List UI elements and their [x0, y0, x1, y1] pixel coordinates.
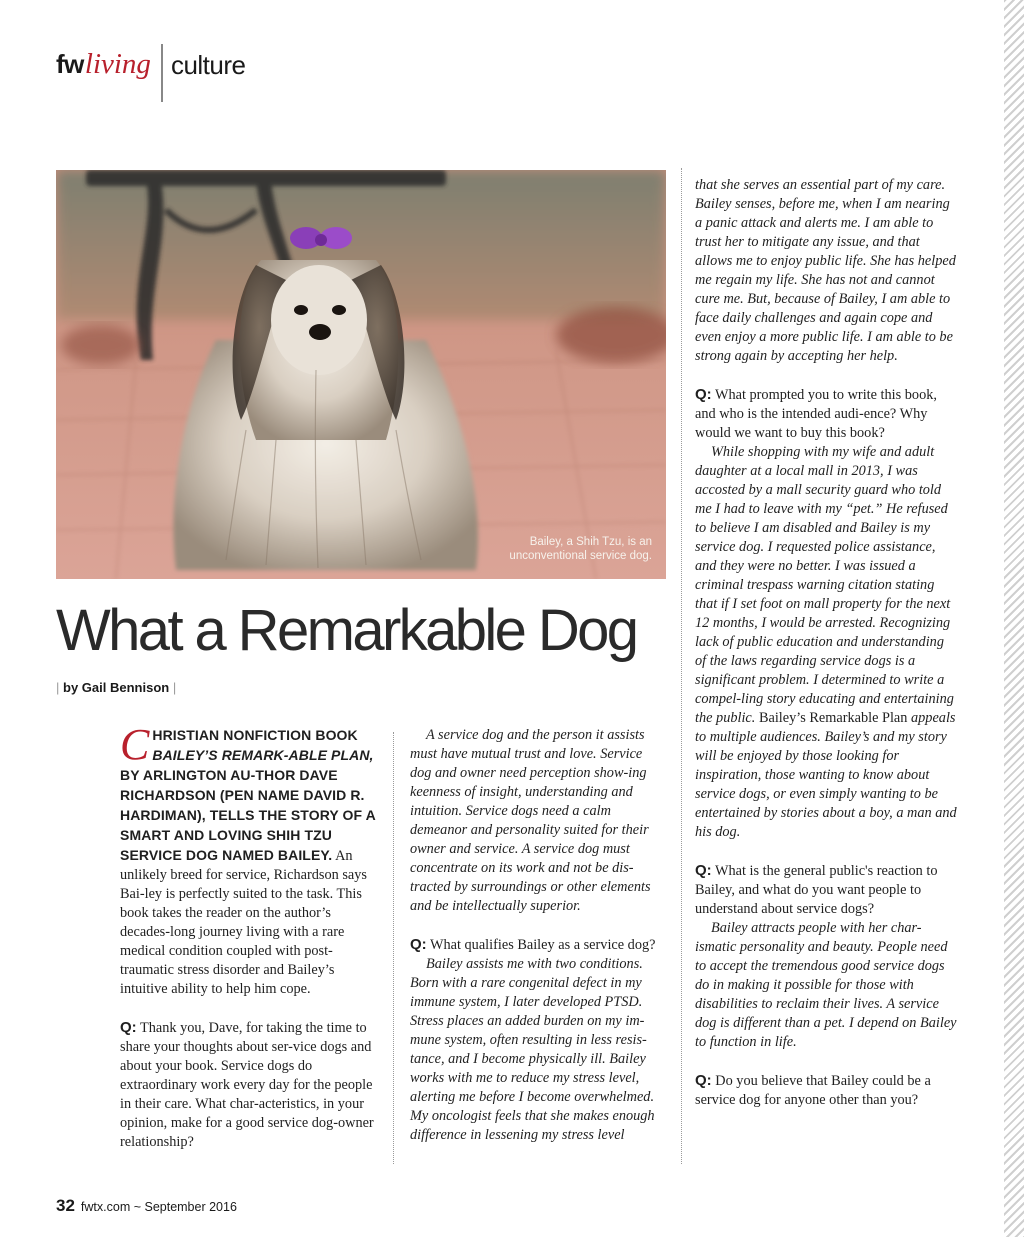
photo-caption: [509, 535, 652, 563]
column-divider-1: [393, 732, 394, 1164]
answer-2: Bailey assists me with two conditions. Born with a rare congenital defect in my immune system, I later developed PTSD. Stress places an added burden on my im-mune system, often resulting in less resis-tance, and I become physically ill. Bailey works with me to reduce my stress level, alerting me before I become overwhelmed. My oncologist feels that she makes enough difference in lessening my stress level: [410, 956, 655, 1143]
byline-author: by Gail Bennison: [63, 680, 170, 695]
byline-bar-right: |: [172, 680, 177, 695]
caption-line-1: Bailey, a Shih Tzu, is an: [529, 536, 652, 548]
answer-3-part-1: While shopping with my wife and adult daughter at a local mall in 2013, I was accosted by a mall security guard who told me I had to leave with my “pet.” He refused to believe I am disabled and Bailey is my service dog. I requested police assistance, and they were no better. I was issued a criminal trespass warning citation stating that if I set foot on mall property for the next 12 months, I would be arrested. Recognizing lack of public education and understanding of the laws regarding service dogs is a significant problem. I determined to write a compel-ling story educating and entertaining the public.: [695, 444, 954, 726]
brand-living: living: [84, 48, 151, 80]
question-2: [410, 935, 667, 955]
question-text: Thank you, Dave, for taking the time to share your thoughts about ser-vice dogs and about your book. Service dogs do extraordinary work every day for the people in their care. What char-acteristics, in your opinion, make for a good service dog-owner relationship?: [120, 1020, 374, 1150]
intro-paragraph: [120, 720, 377, 999]
answer-2-continued: that she serves an essential part of my care. Bailey senses, before me, when I am nearing a panic attack and alerts me. I am able to trust her to mitigate any issue, and that allows me to enjoy public life. She has helped me regain my life. She has not and cannot cure me. But, because of Bailey, I am able to face daily challenges and again cope and even enjoy a more public life. I am able to be strong again by accepting her help.: [695, 177, 956, 364]
byline-bar-left: |: [56, 680, 60, 695]
question-label: Q:: [410, 936, 427, 953]
column-2: [410, 726, 667, 1145]
article-title: What a Remarkable Dog: [56, 598, 637, 663]
column-1: [120, 720, 377, 1152]
question-5: [695, 1071, 957, 1110]
page-footer: [56, 1196, 237, 1216]
question-1: [120, 1018, 377, 1152]
section-name: culture: [170, 50, 246, 80]
question-text: What is the general public's reaction to Bailey, and what do you want people to understand about service dogs?: [695, 863, 938, 917]
answer-4: Bailey attracts people with her char-ismatic personality and beauty. People need to accept the tremendous good service dogs do in making it possible for those with disabilities to reclaim their lives. A service dog is different than a pet. I depend on Bailey to function in life.: [695, 920, 957, 1050]
question-3: [695, 385, 957, 443]
question-4: [695, 861, 957, 919]
lead-book-title: BAILEY’S REMARK-ABLE PLAN,: [152, 747, 374, 763]
answer-3-book-title: Bailey’s Remarkable Plan: [758, 710, 908, 726]
question-text: What prompted you to write this book, and who is the intended audi-ence? Why would we want to buy this book?: [695, 387, 937, 441]
drop-cap: C: [120, 720, 150, 769]
byline: [56, 680, 176, 695]
answer-3-part-2: appeals to multiple audiences. Bailey’s and my story will be enjoyed by those looking for inspiration, those wanting to know about service dogs, or even simply wanting to be entertained by stories about a boy, a man and his dog.: [695, 710, 957, 840]
article-photo: [56, 170, 666, 579]
brand-logo: [56, 44, 151, 81]
question-label: Q:: [695, 386, 712, 403]
question-label: Q:: [120, 1019, 137, 1036]
page-edge-decoration: [1004, 0, 1024, 1237]
page-number: 32: [56, 1196, 75, 1215]
answer-1: A service dog and the person it assists must have mutual trust and love. Service dog and owner need perception show-ing keenness of insight, understanding and intuition. Service dogs need a calm demeanor and personality suited for their owner and service. A service dog must concentrate on its work and not be dis-tracted by surroundings or other elements and be intellectually superior.: [410, 727, 651, 914]
footer-site-date: fwtx.com ~ September 2016: [80, 1200, 237, 1214]
column-divider-2: [681, 168, 682, 1164]
lead-text-b: BY ARLINGTON AU-THOR DAVE RICHARDSON (PEN NAME DAVID R. HARDIMAN), TELLS THE STORY OF A SMART AND LOVING SHIH TZU SERVICE DOG NAMED BAILEY.: [120, 767, 376, 863]
column-3: [695, 176, 957, 1110]
caption-line-2: unconventional service dog.: [509, 550, 652, 562]
section-header: [56, 44, 245, 106]
question-label: Q:: [695, 862, 712, 879]
question-text: Do you believe that Bailey could be a service dog for anyone other than you?: [695, 1073, 931, 1108]
question-text: What qualifies Bailey as a service dog?: [426, 937, 656, 953]
brand-fw: fw: [56, 49, 84, 79]
answer-3: [695, 443, 957, 842]
intro-rest: An unlikely breed for service, Richardson says Bai-ley is perfectly suited to the task. This book takes the reader on the author’s decades-long journey living with a rare medical condition coupled with post-traumatic stress disorder and Bailey’s intuitive ability to help him cope.: [120, 848, 367, 997]
dog-photo-illustration: [56, 170, 666, 579]
lead-text-a: HRISTIAN NONFICTION BOOK: [152, 727, 358, 743]
header-divider: [161, 44, 163, 102]
question-label: Q:: [695, 1072, 712, 1089]
